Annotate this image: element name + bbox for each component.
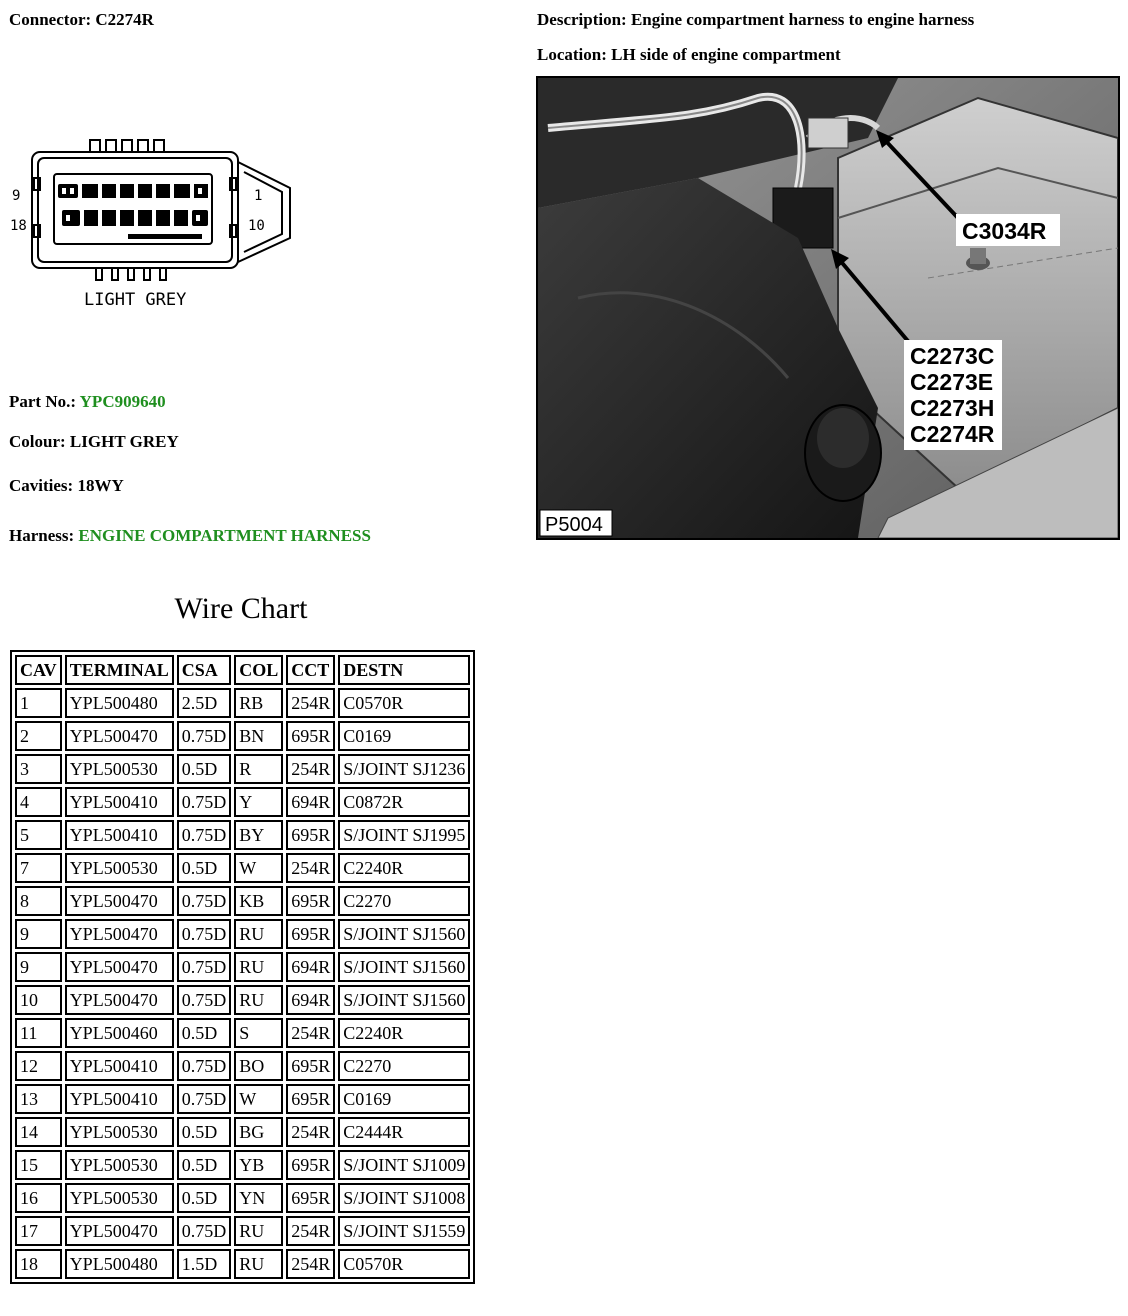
cell-csa: 1.5D [177,1249,232,1279]
description-label: Description: [537,10,627,29]
cell-col: W [234,853,283,883]
pin-18-label: 18 [10,218,27,234]
cell-destn: S/JOINT SJ1995 [338,820,470,850]
cell-cav: 2 [15,721,62,751]
cell-terminal: YPL500530 [65,1117,174,1147]
harness-label: Harness: [9,526,75,545]
location-field [537,45,841,65]
harness-field [9,526,371,546]
cell-destn: C0169 [338,721,470,751]
header-cct: CCT [286,655,335,685]
colour-value: LIGHT GREY [69,432,179,451]
table-row [15,952,470,982]
cell-terminal: YPL500470 [65,886,174,916]
cell-cav: 1 [15,688,62,718]
cell-cct: 254R [286,688,335,718]
cell-csa: 0.75D [177,919,232,949]
cell-terminal: YPL500410 [65,1051,174,1081]
cell-col: RU [234,985,283,1015]
table-row [15,1183,470,1213]
cell-csa: 0.75D [177,820,232,850]
cell-terminal: YPL500470 [65,985,174,1015]
cell-cav: 17 [15,1216,62,1246]
table-header-row [15,655,470,685]
cell-cct: 254R [286,1117,335,1147]
connector-value: C2274R [95,10,154,29]
cell-csa: 0.75D [177,886,232,916]
cell-col: BN [234,721,283,751]
cell-csa: 0.5D [177,1150,232,1180]
cell-destn: C0570R [338,1249,470,1279]
wire-chart-title: Wire Chart [174,592,308,625]
cell-csa: 0.5D [177,1117,232,1147]
table-row [15,787,470,817]
cell-terminal: YPL500530 [65,1150,174,1180]
cell-cav: 3 [15,754,62,784]
cell-cct: 254R [286,1018,335,1048]
cell-csa: 0.75D [177,952,232,982]
cell-col: RU [234,1216,283,1246]
cell-destn: C0570R [338,688,470,718]
engine-bay-illustration [538,78,1118,538]
description-field [537,10,974,30]
cell-cav: 16 [15,1183,62,1213]
cell-terminal: YPL500470 [65,919,174,949]
cell-destn: C2270 [338,886,470,916]
cell-terminal: YPL500530 [65,754,174,784]
cell-cav: 15 [15,1150,62,1180]
callout-c2273h: C2273H [910,395,995,421]
cell-destn: S/JOINT SJ1560 [338,919,470,949]
header-destn: DESTN [338,655,470,685]
cell-csa: 0.5D [177,853,232,883]
cell-destn: S/JOINT SJ1236 [338,754,470,784]
cell-col: KB [234,886,283,916]
diagram-caption: LIGHT GREY [84,290,187,310]
cell-destn: S/JOINT SJ1560 [338,952,470,982]
cell-terminal: YPL500410 [65,1084,174,1114]
cavities-label: Cavities: [9,476,74,495]
cell-col: S [234,1018,283,1048]
cell-col: YN [234,1183,283,1213]
cell-destn: S/JOINT SJ1559 [338,1216,470,1246]
cell-destn: C2240R [338,1018,470,1048]
cell-col: YB [234,1150,283,1180]
cell-cav: 5 [15,820,62,850]
cell-cav: 10 [15,985,62,1015]
table-row [15,1051,470,1081]
cavities-field [9,476,124,496]
cell-cav: 12 [15,1051,62,1081]
location-value: LH side of engine compartment [611,45,841,64]
cell-col: R [234,754,283,784]
cell-terminal: YPL500410 [65,787,174,817]
location-photo [536,76,1120,540]
cell-terminal: YPL500480 [65,688,174,718]
table-row [15,1249,470,1279]
table-row [15,853,470,883]
location-label: Location: [537,45,607,64]
callout-c3034r: C3034R [962,218,1047,244]
callout-c2273e: C2273E [910,369,994,395]
cell-cav: 4 [15,787,62,817]
cell-csa: 0.75D [177,787,232,817]
table-row [15,721,470,751]
cell-cct: 694R [286,787,335,817]
cell-cct: 695R [286,1150,335,1180]
cell-col: Y [234,787,283,817]
cell-cct: 695R [286,1183,335,1213]
cell-cav: 18 [15,1249,62,1279]
cell-csa: 0.5D [177,754,232,784]
cell-csa: 0.5D [177,1183,232,1213]
cell-cct: 254R [286,1249,335,1279]
cell-terminal: YPL500530 [65,853,174,883]
cell-cav: 9 [15,919,62,949]
connector-diagram [8,130,298,315]
cell-cct: 694R [286,985,335,1015]
cell-terminal: YPL500480 [65,1249,174,1279]
colour-label: Colour: [9,432,66,451]
cell-csa: 2.5D [177,688,232,718]
description-value: Engine compartment harness to engine harness [630,10,975,29]
table-row [15,919,470,949]
cell-cav: 13 [15,1084,62,1114]
part-no-label: Part No.: [9,392,77,411]
connector-label: Connector: [9,10,92,29]
table-row [15,754,470,784]
cell-cct: 695R [286,886,335,916]
cell-cct: 695R [286,820,335,850]
header-col: COL [234,655,283,685]
pin-9-label: 9 [12,188,21,204]
pin-10-label: 10 [248,218,265,234]
table-row [15,1117,470,1147]
cell-csa: 0.75D [177,721,232,751]
table-row [15,1018,470,1048]
cell-col: W [234,1084,283,1114]
cell-col: RU [234,1249,283,1279]
cell-cav: 7 [15,853,62,883]
cell-col: BY [234,820,283,850]
header-cav: CAV [15,655,62,685]
cell-col: RU [234,952,283,982]
wire-chart-table [10,650,475,1284]
cell-cav: 11 [15,1018,62,1048]
cavities-value: 18WY [77,476,124,495]
table-row [15,820,470,850]
cell-terminal: YPL500470 [65,1216,174,1246]
cell-terminal: YPL500470 [65,721,174,751]
cell-cct: 254R [286,853,335,883]
cell-col: RB [234,688,283,718]
cell-cav: 8 [15,886,62,916]
cell-destn: S/JOINT SJ1009 [338,1150,470,1180]
callout-c2273c: C2273C [910,343,995,369]
cell-destn: S/JOINT SJ1560 [338,985,470,1015]
header-csa: CSA [177,655,232,685]
cell-cav: 9 [15,952,62,982]
cell-col: BO [234,1051,283,1081]
cell-cct: 694R [286,952,335,982]
table-row [15,1084,470,1114]
cell-terminal: YPL500530 [65,1183,174,1213]
cell-csa: 0.75D [177,1084,232,1114]
cell-csa: 0.75D [177,1216,232,1246]
cell-terminal: YPL500460 [65,1018,174,1048]
header-terminal: TERMINAL [65,655,174,685]
cell-destn: C2444R [338,1117,470,1147]
part-no-link[interactable]: YPC909640 [79,392,166,411]
wire-chart-body [15,688,470,1279]
cell-col: BG [234,1117,283,1147]
pin-1-label: 1 [254,188,263,204]
cell-csa: 0.75D [177,985,232,1015]
figure-id: P5004 [545,514,603,536]
cell-destn: C2240R [338,853,470,883]
cell-destn: S/JOINT SJ1008 [338,1183,470,1213]
connector-field [9,10,154,30]
cell-col: RU [234,919,283,949]
cell-terminal: YPL500410 [65,820,174,850]
table-row [15,1216,470,1246]
part-no-field [9,392,166,412]
cell-cct: 254R [286,1216,335,1246]
cell-cct: 695R [286,721,335,751]
harness-link[interactable]: ENGINE COMPARTMENT HARNESS [78,526,371,545]
table-row [15,985,470,1015]
cell-cct: 254R [286,754,335,784]
cell-destn: C0872R [338,787,470,817]
cell-cav: 14 [15,1117,62,1147]
table-row [15,886,470,916]
table-row [15,1150,470,1180]
cell-cct: 695R [286,1084,335,1114]
cell-destn: C2270 [338,1051,470,1081]
table-row [15,688,470,718]
cell-destn: C0169 [338,1084,470,1114]
cell-csa: 0.5D [177,1018,232,1048]
cell-csa: 0.75D [177,1051,232,1081]
cell-cct: 695R [286,1051,335,1081]
colour-field [9,432,179,452]
cell-cct: 695R [286,919,335,949]
cell-terminal: YPL500470 [65,952,174,982]
callout-c2274r: C2274R [910,421,995,447]
